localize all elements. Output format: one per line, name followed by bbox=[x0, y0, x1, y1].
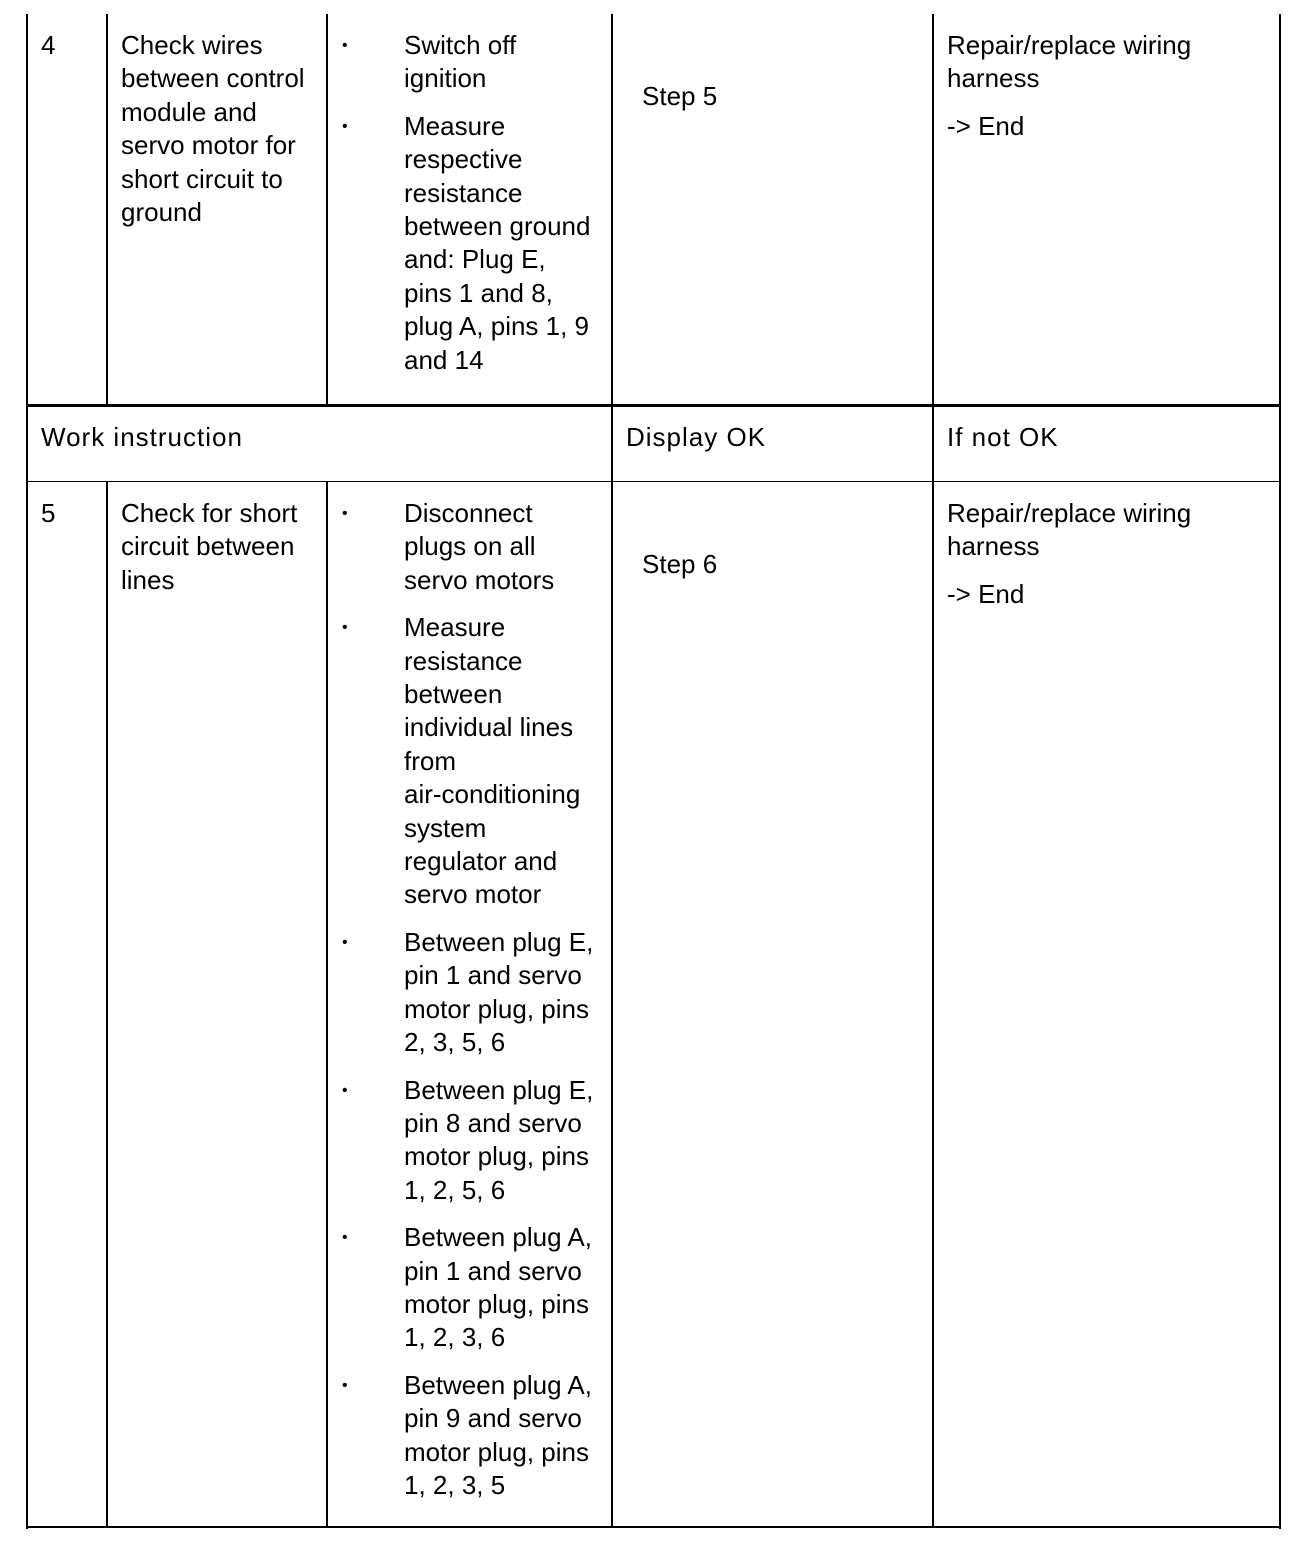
instruction-line: 1, 2, 5, 6 bbox=[404, 1174, 506, 1205]
header-if-not-ok bbox=[947, 421, 1059, 454]
instruction-line: 1, 2, 3, 6 bbox=[404, 1322, 506, 1353]
instruction-item bbox=[342, 497, 610, 597]
row5-if-not-ok bbox=[947, 497, 1272, 611]
check-line: short circuit to bbox=[121, 163, 283, 194]
check-line: ground bbox=[121, 197, 202, 228]
instruction-line: Between plug A, bbox=[404, 1222, 592, 1253]
instruction-line: Measure bbox=[404, 110, 506, 141]
header-if-not-ok-text: If not OK bbox=[947, 422, 1059, 452]
check-line: servo motor for bbox=[121, 130, 296, 161]
bullet-icon: • bbox=[342, 933, 348, 951]
header-divider-ifnot bbox=[932, 406, 934, 483]
instruction-line: 1, 2, 3, 5 bbox=[404, 1469, 506, 1500]
check-line: between control bbox=[121, 63, 305, 94]
instruction-line: pin 9 and servo bbox=[404, 1403, 582, 1434]
row4-instruction-list bbox=[342, 29, 610, 391]
row5-divider-check bbox=[326, 482, 328, 1528]
row5-display-ok-text: Step 6 bbox=[642, 549, 718, 579]
instruction-line: between ground bbox=[404, 211, 591, 242]
instruction-line: motor plug, pins bbox=[404, 1141, 589, 1172]
bullet-icon: • bbox=[342, 1229, 348, 1247]
instruction-line: pin 1 and servo bbox=[404, 960, 582, 991]
row5-step-number bbox=[41, 497, 55, 530]
row5-check-description bbox=[121, 497, 321, 597]
ifnot-line: Repair/replace wiring bbox=[947, 498, 1192, 528]
header-bottom-rule bbox=[26, 481, 1281, 482]
row4-step-number bbox=[41, 29, 55, 62]
row4-divider-number bbox=[106, 14, 108, 406]
header-divider-display bbox=[611, 406, 613, 483]
row5-step-number-text: 5 bbox=[41, 498, 56, 528]
header-work-instruction bbox=[41, 421, 243, 454]
instruction-line: pin 1 and servo bbox=[404, 1255, 582, 1286]
ifnot-end: -> End bbox=[947, 578, 1025, 609]
instruction-line: pins 1 and 8, bbox=[404, 277, 553, 308]
instruction-line: Between plug E, bbox=[404, 1074, 594, 1105]
bullet-icon: • bbox=[342, 37, 348, 54]
ifnot-line: harness bbox=[947, 531, 1040, 562]
row4-check-description bbox=[121, 29, 321, 229]
instruction-line: regulator and bbox=[404, 846, 558, 877]
table-border-left bbox=[26, 14, 28, 1529]
row4-divider-instruction bbox=[611, 14, 613, 406]
instruction-line: pin 8 and servo bbox=[404, 1107, 582, 1138]
instruction-line: Disconnect bbox=[404, 498, 533, 528]
check-line: module and bbox=[121, 96, 257, 127]
instruction-line: resistance bbox=[404, 645, 523, 676]
bullet-icon: • bbox=[342, 1376, 348, 1394]
row4-divider-check bbox=[326, 14, 328, 406]
instruction-line: plugs on all bbox=[404, 531, 536, 562]
bullet-icon: • bbox=[342, 619, 348, 637]
header-top-rule bbox=[26, 404, 1281, 407]
instruction-line: system bbox=[404, 812, 487, 843]
instruction-line: ignition bbox=[404, 63, 487, 94]
ifnot-end: -> End bbox=[947, 110, 1025, 141]
instruction-item bbox=[342, 1074, 610, 1208]
instruction-line: Between plug A, bbox=[404, 1369, 592, 1400]
row5-instruction-list bbox=[342, 497, 610, 1516]
instruction-item bbox=[342, 29, 610, 96]
instruction-line: 2, 3, 5, 6 bbox=[404, 1027, 506, 1058]
instruction-line: servo motor bbox=[404, 879, 542, 910]
check-line: lines bbox=[121, 564, 175, 595]
instruction-item bbox=[342, 1369, 610, 1503]
instruction-line: between bbox=[404, 679, 503, 710]
instruction-line: air-conditioning bbox=[404, 779, 581, 810]
check-line: Check wires bbox=[121, 30, 263, 60]
row4-display-ok-text: Step 5 bbox=[642, 81, 718, 111]
bullet-icon: • bbox=[342, 1081, 348, 1099]
instruction-line: respective bbox=[404, 144, 523, 175]
row4-if-not-ok bbox=[947, 29, 1272, 143]
row5-divider-number bbox=[106, 482, 108, 1528]
instruction-line: and: Plug E, bbox=[404, 244, 546, 275]
bullet-icon: • bbox=[342, 505, 348, 522]
ifnot-line: Repair/replace wiring bbox=[947, 30, 1192, 60]
instruction-line: Switch off bbox=[404, 30, 517, 60]
header-work-instruction-text: Work instruction bbox=[41, 422, 243, 452]
ifnot-line: harness bbox=[947, 63, 1040, 94]
header-display-ok bbox=[626, 421, 766, 454]
instruction-item bbox=[342, 926, 610, 1060]
row4-divider-display bbox=[932, 14, 934, 406]
instruction-line: motor plug, pins bbox=[404, 1436, 589, 1467]
instruction-line: resistance bbox=[404, 177, 523, 208]
row4-display-ok bbox=[642, 80, 717, 113]
instruction-line: plug A, pins 1, 9 bbox=[404, 311, 590, 342]
row5-divider-display bbox=[932, 482, 934, 1528]
instruction-item bbox=[342, 1221, 610, 1355]
instruction-line: motor plug, pins bbox=[404, 1288, 589, 1319]
instruction-line: and 14 bbox=[404, 344, 484, 375]
instruction-line: Measure bbox=[404, 612, 506, 643]
table-border-right bbox=[1279, 14, 1281, 1529]
instruction-line: servo motors bbox=[404, 564, 555, 595]
header-display-ok-text: Display OK bbox=[626, 422, 767, 452]
instruction-line: from bbox=[404, 745, 456, 776]
row5-divider-instruction bbox=[611, 482, 613, 1528]
instruction-line: Between plug E, bbox=[404, 926, 594, 957]
bullet-icon: • bbox=[342, 117, 348, 135]
instruction-line: motor plug, pins bbox=[404, 993, 589, 1024]
instruction-item bbox=[342, 110, 610, 377]
instruction-line: individual lines bbox=[404, 712, 574, 743]
row5-display-ok bbox=[642, 548, 717, 581]
instruction-item bbox=[342, 611, 610, 912]
table-bottom-rule bbox=[26, 1526, 1281, 1528]
row4-step-number-text: 4 bbox=[41, 30, 56, 60]
check-line: circuit between bbox=[121, 531, 295, 562]
check-line: Check for short bbox=[121, 498, 298, 528]
